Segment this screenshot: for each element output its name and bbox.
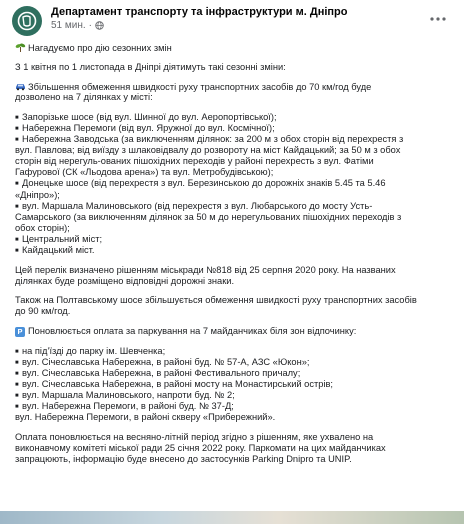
bullet-icon: ■ (15, 181, 19, 188)
list-item-continued: Самарського (за виключенням ділянок за 50 м до нерегульованих пішохідних переходів з (15, 211, 402, 222)
bullet-icon: ■ (15, 381, 19, 388)
list-item: ■ вул. Маршала Малиновського (від перехрестя з вул. Любарського до мосту Усть- (15, 201, 455, 212)
poltava-note-line: до 90 км/год. (15, 306, 71, 317)
bullet-icon: ■ (15, 114, 19, 121)
parking-heading-text: Поновлюється оплата за паркування на 7 майданчиках біля зон відпочинку: (28, 325, 357, 336)
speed-heading-line-1: Збільшення обмеження швидкості руху транспортних засобів до 70 км/год буде (28, 82, 372, 93)
bullet-icon: ■ (15, 137, 19, 144)
bullet-icon: ■ (15, 359, 19, 366)
list-item: ■ Центральний міст; (15, 234, 455, 245)
parking-heading-line (15, 326, 455, 337)
list-item-continued: Гафурової (СК «Льодова арена») та вул. Метробудівською); (15, 167, 274, 178)
list-item: ■ Кайдацький міст. (15, 245, 455, 256)
list-item-continued: обох сторін); (15, 222, 70, 233)
parking-footer-line: виконавчому комітеті міської ради 25 січня 2022 року. Паркомати на цих майданчиках (15, 442, 386, 453)
page-name-link[interactable]: Департамент транспорту та інфраструктури м. Дніпро (51, 6, 348, 18)
bullet-icon: ■ (15, 392, 19, 399)
more-horizontal-icon (430, 17, 446, 21)
city-logo-icon (17, 11, 37, 31)
bullet-icon: ■ (15, 125, 19, 132)
list-item: ■ Донецьке шосе (від перехрестя з вул. Березинською до дорожніх знаків 5.45 та 5.46 (15, 178, 455, 189)
list-item-continued: вул. Павлова; від виїзду з шлаковідвалу до розвороту на міст Кайдацький; за 50 м з обох (15, 145, 401, 156)
title-line (15, 42, 455, 53)
speed-heading-line-2: дозволено на 7 ділянках у місті: (15, 92, 153, 103)
post-time[interactable]: 51 мин. (51, 20, 86, 31)
more-options-button[interactable] (426, 10, 450, 28)
page-avatar[interactable] (12, 6, 42, 36)
bullet-icon: ■ (15, 203, 19, 210)
speed-list (15, 112, 455, 256)
list-item: ■ вул. Маршала Малиновського, напроти буд. № 2; (15, 390, 455, 401)
list-item: ■ Набережна Перемоги (від вул. Яружної до вул. Космічної); (15, 123, 455, 134)
list-item: ■ вул. Січеславська Набережна, в районі мосту на Монастирський острів; (15, 379, 455, 390)
bullet-icon: ■ (15, 370, 19, 377)
decision-note-line: ділянках буде розміщено відповідні дорожні знаки. (15, 275, 235, 286)
decision-note-line: Цей перелік визначено рішенням міськради №818 від 25 серпня 2020 року. На названих (15, 264, 396, 275)
globe-icon (95, 21, 104, 30)
bullet-icon: ■ (15, 348, 19, 355)
intro-text: З 1 квітня по 1 листопада в Дніпрі діятимуть такі сезонні зміни: (15, 61, 286, 72)
post-image-preview[interactable] (0, 511, 464, 524)
list-item: ■ на під’їзді до парку ім. Шевченка; (15, 346, 455, 357)
list-item-plain: вул. Набережна Перемоги, в районі скверу «Прибережний». (15, 412, 276, 423)
parking-footer-line: запрацюють, інформацію буде внесено до застосунків Parking Dnipro та UNIP. (15, 453, 352, 464)
car-icon (15, 81, 26, 91)
bullet-icon: ■ (15, 404, 19, 411)
list-item-continued: сторін від нерегуль-ованих пішохідних переходів у районі перехресть з вул. Фатіми (15, 156, 374, 167)
post-header (0, 0, 464, 40)
poltava-note-line: Також на Полтавському шосе збільшується обмеження швидкості руху транспортних засобів (15, 295, 417, 306)
parking-list (15, 346, 455, 424)
parking-footer-line: Оплата поновлюється на весняно-літній період згідно з рішенням, яке ухвалено на (15, 431, 374, 442)
list-item: ■ вул. Січеславська Набережна, в районі Фестивального причалу; (15, 368, 455, 379)
plant-icon (15, 42, 26, 52)
list-item: ■ вул. Набережна Перемоги, в районі буд. № 37-Д; (15, 401, 455, 412)
list-item-continued: «Дніпро»); (15, 189, 60, 200)
list-item: ■ Запорізьке шосе (від вул. Шинної до вул. Аеропортівської); (15, 112, 455, 123)
speed-heading-line (15, 81, 455, 92)
parking-sign-icon: P (15, 327, 25, 337)
bullet-icon: ■ (15, 236, 19, 243)
list-item: ■ Набережна Заводська (за виключенням ділянок: за 200 м з обох сторін від перехрестя з (15, 134, 455, 145)
title-text: Нагадуємо про дію сезонних змін (28, 43, 172, 53)
bullet-icon: ■ (15, 248, 19, 254)
post-text (15, 42, 455, 465)
list-item: ■ вул. Січеславська Набережна, в районі буд. № 57-А, АЗС «Юкон»; (15, 357, 455, 368)
post-meta: 51 мин. · (51, 20, 104, 31)
